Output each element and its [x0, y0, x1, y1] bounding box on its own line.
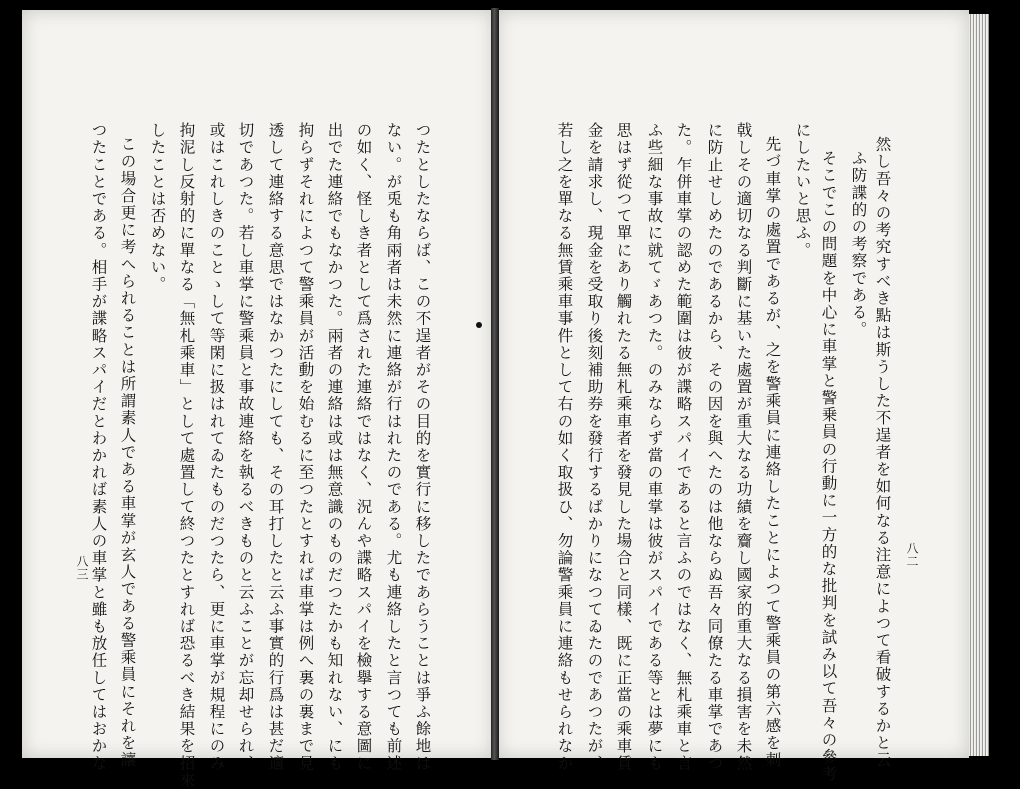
text-line: 出でた連絡でもなかつた。兩者の連絡は或は無意識のものだつたかも知れない、にも: [325, 122, 344, 772]
text-line: この場合更に考へられることは所謂素人である車掌が玄人である警乘員にそれを讓: [118, 136, 137, 769]
text-line: 先づ車掌の處置であるが、之を警乘員に連絡したことによつて警乘員の第六感を刺: [763, 136, 782, 769]
right-page-number: 八二: [905, 542, 919, 568]
text-line: ふ些細な事故に就てゞあつた。のみならず當の車掌は彼がスパイである等とは夢にも: [645, 122, 664, 772]
text-line: したことは否めない。: [148, 122, 167, 293]
text-line: に防止せしめたのであるから、その因を與へたのは他ならぬ吾々同僚たる車掌であつ: [705, 122, 724, 772]
text-line: つたことである。相手が諜略スパイだとわかれば素人の車掌と雖も放任してはおかな: [89, 122, 108, 772]
text-line: 戟しその適切なる判斷に基いた處置が重大なる功績を齎し國家的重大なる損害を未然: [734, 122, 753, 772]
text-line: そこでこの問題を中心に車掌と警乗員の行動に一方的な批判を試み以て吾々の參考: [819, 150, 838, 783]
text-line: 拘らずそれによつて警乘員が活動を始むるに至つたとすれば車掌は例へ裏の裏まで見: [296, 122, 315, 772]
page-edges: [969, 14, 989, 756]
ink-spot: [476, 322, 482, 328]
text-line: 透して連絡する意思ではなかつたにしても、その耳打したと云ふ事實的行爲は甚だ適: [266, 122, 285, 772]
left-page-number: 八三: [75, 555, 89, 581]
text-line: ない。が兎も角兩者は未然に連絡が行はれたのである。尤も連絡したと言つても前述: [384, 122, 403, 772]
text-line: 或はこれしきのことゝして等閑に扱はれてゐたものだつたら、更に車掌が規程にのみ: [207, 122, 226, 772]
book-gutter: [491, 8, 499, 760]
text-line: 金を請求し、現金を受取り後刻補助券を發行するばかりになつてゐたのであつたが、: [585, 122, 604, 772]
text-line: 拘泥し反射的に單なる「無札乘車」として處置して終つたとすれば恐るべき結果を招來: [177, 122, 196, 789]
text-line: つたとしたならば、この不逞者がその目的を實行に移したであらうことは爭ふ餘地は: [413, 122, 432, 772]
text-line: 切であつた。若し車掌に警乘員と事故連絡を執るべきものと云ふことが忘却せられ、: [236, 122, 255, 772]
scan-border: [989, 0, 1020, 768]
text-line: 然し吾々の考究すべき點は斯うした不逞者を如何なる注意によつて看破するかと云: [873, 136, 892, 769]
text-line: の如く、怪しき者として爲された連絡ではなく、況んや諜略スパイを檢擧する意圖に: [354, 122, 373, 772]
text-line: 思はず從つて單にあり觸れたる無札乘車者を發見した場合と同樣、既に正當の乘車賃: [614, 122, 633, 772]
text-line: 若し之を單なる無賃乘車事件として右の如く取扱ひ、勿論警乘員に連絡もせられなか: [555, 122, 574, 772]
text-line: ふ防諜的の考察である。: [849, 150, 868, 339]
text-line: にしたいと思ふ。: [793, 122, 812, 259]
text-line: た。乍併車掌の認めた範圍は彼が諜略スパイであると言ふのではなく、無札乘車と言: [674, 122, 693, 772]
